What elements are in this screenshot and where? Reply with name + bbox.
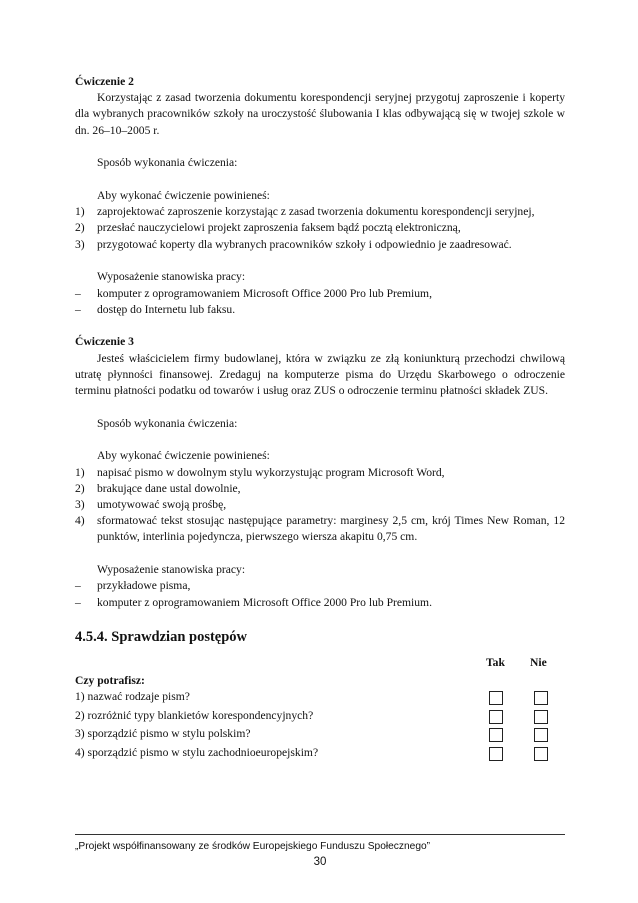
no-checkbox[interactable] (534, 747, 548, 761)
list-item: – dostęp do Internetu lub faksu. (75, 302, 236, 316)
list-item: – przykładowe pisma, (75, 579, 191, 593)
checklist-question: 4) sporządzić pismo w stylu zachodnioeuropejskim? (75, 745, 319, 759)
yes-checkbox[interactable] (489, 747, 503, 761)
document-body (75, 74, 565, 763)
list-item: 3) umotywować swoją prośbę, (75, 498, 227, 512)
list-item: 3) przygotować koperty dla wybranych pracowników szkoły i odpowiednio je zaadresować. (75, 237, 512, 251)
checklist-row (75, 689, 565, 708)
column-no-label: Nie (530, 656, 547, 670)
no-checkbox[interactable] (534, 728, 548, 742)
exercise-2-method: Sposób wykonania ćwiczenia: (97, 156, 238, 170)
checklist-row (75, 708, 565, 727)
exercise-2-title: Ćwiczenie 2 (75, 75, 134, 88)
exercise-2-intro: Korzystając z zasad tworzenia dokumentu korespondencji seryjnej przygotuj zaproszenie i koperty dla wybranych pracowników szkoły na uroczystość ślubowania I klas odbywającą się w twojej szkole w dn. 26–10–2005 r. (75, 91, 565, 137)
list-item: 4) sformatować tekst stosując następujące parametry: marginesy 2,5 cm, krój Times New Roman, 12 punktów, interlinia pojedyncza, pierwszego wiersza akapitu 0,75 cm. (75, 514, 565, 544)
exercise-2-steps (75, 204, 565, 253)
list-item: – komputer z oprogramowaniem Microsoft Office 2000 Pro lub Premium. (75, 595, 432, 609)
exercise-3-should: Aby wykonać ćwiczenie powinieneś: (97, 449, 270, 463)
checklist-question: 2) rozróżnić typy blankietów korespondencyjnych? (75, 708, 314, 722)
list-item: 2) brakujące dane ustal dowolnie, (75, 481, 241, 495)
exercise-3-method: Sposób wykonania ćwiczenia: (97, 416, 238, 430)
checklist-row (75, 745, 565, 764)
no-checkbox[interactable] (534, 710, 548, 724)
no-checkbox[interactable] (534, 691, 548, 705)
exercise-3-steps (75, 465, 565, 546)
exercise-3-intro: Jesteś właścicielem firmy budowlanej, która w związku ze złą koniunkturą przechodzi chwilową utratę płynności finansowej. Zredaguj na komputerze pisma do Urzędu Skarbowego o odroczenie terminu płatności podatku od towarów i usług oraz ZUS o odroczenie terminu płatności składek ZUS. (75, 351, 565, 398)
progress-section-title: 4.5.4. Sprawdzian postępów (75, 629, 248, 646)
list-item: 2) przesłać nauczycielowi projekt zaproszenia faksem bądź pocztą elektroniczną, (75, 221, 461, 235)
page-footer (75, 834, 565, 852)
column-yes-label: Tak (486, 656, 505, 670)
checklist-row (75, 726, 565, 745)
list-item: 1) zaprojektować zaproszenie korzystając z zasad tworzenia dokumentu korespondencji seryjnej, (75, 205, 535, 219)
exercise-3-title: Ćwiczenie 3 (75, 335, 134, 349)
checklist-question-head: Czy potrafisz: (75, 674, 145, 688)
exercise-2-equipment-list (75, 286, 565, 318)
list-item: 1) napisać pismo w dowolnym stylu wykorzystując program Microsoft Word, (75, 465, 445, 479)
exercise-2-equipment: Wyposażenie stanowiska pracy: (97, 270, 246, 284)
exercise-3-equipment-list (75, 578, 565, 610)
yes-checkbox[interactable] (489, 710, 503, 724)
page-number: 30 (313, 856, 327, 868)
checklist-question: 1) nazwać rodzaje pism? (75, 690, 190, 704)
list-item: – komputer z oprogramowaniem Microsoft Office 2000 Pro lub Premium, (75, 286, 432, 300)
yes-checkbox[interactable] (489, 728, 503, 742)
exercise-3-equipment: Wyposażenie stanowiska pracy: (97, 563, 246, 577)
yes-checkbox[interactable] (489, 691, 503, 705)
exercise-2-should: Aby wykonać ćwiczenie powinieneś: (97, 189, 270, 203)
checklist-header (75, 655, 565, 673)
checklist-question: 3) sporządzić pismo w stylu polskim? (75, 727, 251, 741)
footer-text: „Projekt współfinansowany ze środków Europejskiego Funduszu Społecznego” (75, 841, 431, 852)
